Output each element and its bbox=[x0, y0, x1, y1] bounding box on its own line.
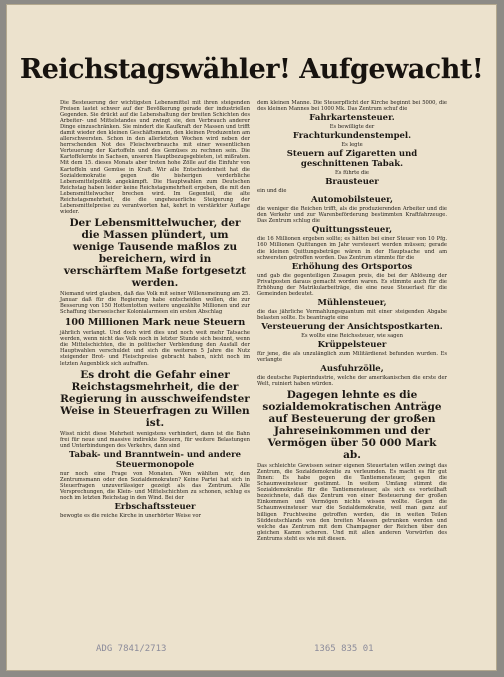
banner-muehlensteuer: Mühlensteuer, bbox=[317, 297, 387, 308]
banner-automobilsteuer: Automobilsteuer, bbox=[311, 195, 393, 206]
paragraph: Es bewilligte der bbox=[329, 124, 375, 131]
paragraph: ein und die bbox=[257, 188, 287, 195]
banner-frachturkundenstempel: Frachturkundenstempel. bbox=[292, 131, 412, 142]
intro-paragraph: Die Besteuerung der wichtigsten Lebensmittel mit ihren steigenden Preisen lastet schwer auf der Bevölkerung gerade der industriellen Gegenden. Sie drückt auf die Lebenshaltung der breiten Schichten des Arbeiter- und Mittelstandes und zwingt sie, den Verbrauch anderer Dinge einzuschränken. Sie mindert die Kaufkraft der Massen und trifft damit wieder den kleinen Geschäftsmann, den kleinen Produzenten am allerschwersten. Schon in den allerletzten Wochen wird neben der herrschenden Not des Fleischverbrauchs mit einer wesentlichen Verteuerung der Kartoffeln und des Gemüses zu rechnen sein. Die Kartoffelernte in Sachsen, unseren Hauptbezugsgebieten, ist mißraten. Mit dem 15. dieses Monats aber treten hohe Zölle auf die Einfuhr von Kartoffeln und Gemüse in Kraft. Wir alle Entschiedenheit hat die Sozialdemokratie gegen die bisherigen verderbliche Lebensmittelpolitik angekämpft. Die Hauptwahlen zum Deutschen Reichstag haben leider keine Reichstagsmehrheit ergeben, die mit den Lebensmittelwucher brechen wird. Im Gegenteil, die alte Reichstagsmehrheit, die die ungeheuerliche Steigerung der Lebensmittelpreise zu verantworten hat, kehrt in verstärkter Auflage wieder. bbox=[60, 100, 250, 215]
paragraph: nur noch eine Frage von Monaten. Wen wählten wir, den Zentrumsmann oder den Sozialdemokraten? Keine Partei hat sich in Steuerfragen unzuverlässiger gezeigt als das Zentrum. Alle Versprechungen, die Klein- und Mittelschichten zu schonen, schlug es noch im letzten Reichstag in den Wind. Bei der bbox=[60, 470, 250, 501]
paragraph: die deutsche Papierindustrie, welche der amerikanischen die erste der Welt, ruiniert haben würden. bbox=[257, 375, 447, 388]
banner-krueppelsteuer: Krüppelsteuer bbox=[317, 339, 387, 350]
banner-sozialdemokratische-antraege: Dagegen lehnte es die sozialdemokratischen Anträge auf Besteuerung der großen Jahreseinkommen und der Vermögen über 50 000 Mark ab. bbox=[262, 389, 442, 462]
paragraph: dem kleinen Manne. Die Steuerpflicht der Kirche beginnt bei 5000, die des kleinen Mannes bei 1000 Mk. Das Zentrum schuf die bbox=[257, 100, 447, 113]
banner-ansichtspostkarten: Versteuerung der Ansichtspostkarten. bbox=[261, 321, 443, 332]
banner-100-millionen: 100 Millionen Mark neue Steuern bbox=[64, 317, 246, 329]
banner-erbschaftssteuer: Erbschaftssteuer bbox=[114, 501, 196, 512]
banner-ausfuhrzoelle: Ausfuhrzölle, bbox=[320, 364, 384, 375]
paragraph: die 16 Millionen ergeben sollte; es hätten bei einer Steuer von 10 Pfg. 160 Millionen Quittungen im Jahr versteuert werden müssen; gerade die kleinen Quittungsbeträge wären in der Hauptsache und am schwersten getroffen worden. Das Zentrum stimmte für die bbox=[257, 236, 447, 261]
banner-quittungssteuer: Quittungssteuer, bbox=[311, 225, 393, 236]
poster-sheet bbox=[6, 4, 497, 671]
headline: Reichstagswähler! Aufgewacht! bbox=[19, 54, 484, 85]
paragraph: Es legte bbox=[341, 142, 363, 149]
paragraph: Das schleichte Gewissen seiner eigenen Steuertaten willen zwingt das Zentrum, die Sozialdemokratie zu verleumden. Es macht es für gut Ihnen: Es habe gegen die Tantiemensteuer, gegen die Schaumweinsteuer gestimmt. In weitem Umfang stimmt die Sozialdemokratie für die Tantiemensteuer, als sich es vorteilhaft bezeichnete, daß das Zentrum von einer Besteuerung der großen Einkommen und Vermögen nichts wissen wollte. Gegen die Schaumweinsteuer war die Sozialdemokratie, weil man ganz auf billigen Fruchtweine getroffen werden, die in weiten Teilen Süddeutschlands von den breiten Massen getrunken werden und welche das Zentrum mit dem Champagner der Reichen über den gleichen Kamm scheren. Und mit allen anderen Vorwürfen des Zentrums steht es wie mit diesen. bbox=[257, 463, 447, 542]
banner-brausteuer: Brausteuer bbox=[325, 177, 379, 188]
banner-lebensmittelwucher: Der Lebensmittelwucher, der die Massen plündert, um wenige Tausende maßlos zu bereichern, wird in verschärftem Maße fortgesetzt werden. bbox=[63, 216, 247, 289]
paragraph: Es führte die bbox=[334, 170, 370, 177]
right-column bbox=[257, 100, 447, 543]
banner-zigaretten-tabak: Steuern auf Zigaretten und geschnittenen Tabak. bbox=[286, 149, 418, 170]
banner-fahrkartensteuer: Fahrkartensteuer. bbox=[309, 113, 395, 124]
archive-stamp-right: 1365 835 01 bbox=[314, 644, 374, 654]
paragraph: die das jährliche Vermahlungsquantum mit einer steigenden Abgabe belasten sollte. Es beantragte eine bbox=[257, 308, 447, 321]
paragraph: und gab die gegenteiligen Zusagen preis, die bei der Ablösung der Privatposten daraus gemacht worden waren. Es stimmte auch für die Erhöhung der Matrikularbeiträge, die eine neue Steuerlast für die Gemeinden bedeutet. bbox=[257, 272, 447, 297]
paragraph: Niemand wird glauben, daß das Volk mit seiner Willensmeinung am 25. Januar daß für die Regierung habe entscheiden wollen, die zur Besserung von 150 Hottentotten weitere ungezählte Millionen und zur Schaffung überseeischer Kolonialarmeen ein ersten Abschlag bbox=[60, 290, 250, 316]
paragraph: Es wollte eine Reichssteuer, wie sagen bbox=[301, 332, 403, 339]
banner-ortsporto: Erhöhung des Ortsportos bbox=[291, 261, 413, 272]
paragraph: bewogte es die reiche Kirche in unerhörter Weise vor bbox=[60, 512, 201, 519]
left-column bbox=[60, 100, 250, 520]
archive-stamp-left: ADG 7841/2713 bbox=[96, 644, 167, 654]
paragraph: jährlich verlangt. Und doch wird dies und noch weit mehr Tatsache werden, wenn nicht das Volk noch in letzter Stunde sich besinnt, wenn die Mittelschichten, die in politischer Verblendung den Ausfall der Hauptwahlen verschuldet und sich die weiteren 5 Jahre die Nutz steigender Brot- und Fleischpreise gebracht haben, nicht noch im letzten Augenblick sich aufraffen. bbox=[60, 330, 250, 367]
paragraph: Wisst nicht diese Mehrheit wenigstens verhindert, dann ist die Bahn frei für neue und massive indirekte Steuern, für weitere Belastungen und Unterbindungen des Verkehrs, dann sind bbox=[60, 430, 250, 449]
banner-steuermonopole: Tabak- und Branntwein- und andere Steuermonopole bbox=[68, 449, 242, 470]
banner-gefahr-reichstagsmehrheit: Es droht die Gefahr einer Reichstagsmehrheit, die der Regierung in ausschweifendster Weise in Steuerfragen zu Willen ist. bbox=[60, 368, 250, 429]
paragraph: die weniger die Reichen trifft, als die produzierenden Arbeiter und die den Verkehr und zur Warenbeförderung bestimmten Kraftfahrzeuge. Das Zentrum schlug die bbox=[257, 206, 447, 225]
paragraph: für jene, die als unzulänglich zum Militärdienst befunden wurden. Es verlangte bbox=[257, 350, 447, 363]
